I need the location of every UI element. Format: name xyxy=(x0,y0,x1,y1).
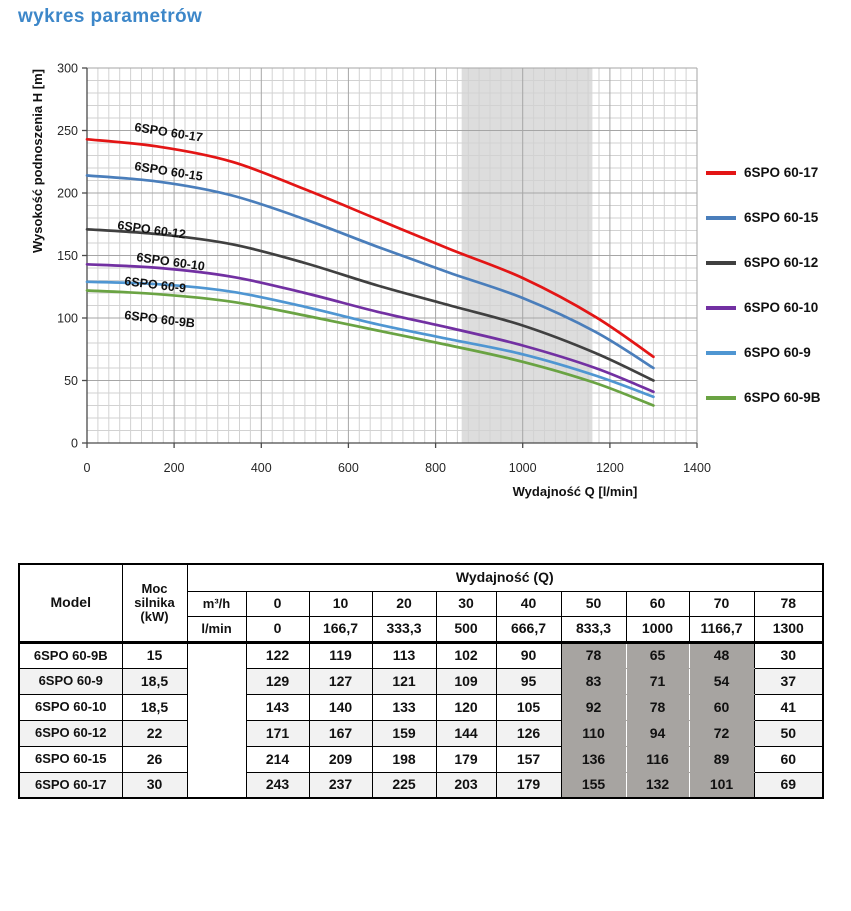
y-tick-label: 0 xyxy=(71,436,78,451)
y-tick-label: 50 xyxy=(64,374,78,388)
flow-lmin-value: 1300 xyxy=(754,616,823,642)
y-tick-label: 100 xyxy=(57,311,78,326)
table-row-6spo-60-12 xyxy=(19,720,823,746)
flow-m3h-value: 50 xyxy=(561,591,626,616)
value-cell: 60 xyxy=(754,746,823,772)
x-tick-label: 200 xyxy=(163,461,185,475)
table-row-6spo-60-9 xyxy=(19,668,823,694)
flow-lmin-value: 0 xyxy=(246,616,309,642)
value-cell: 120 xyxy=(436,694,496,720)
value-cell: 143 xyxy=(246,694,309,720)
x-tick-label: 400 xyxy=(250,461,272,475)
value-cell: 136 xyxy=(561,746,626,772)
legend-item-6spo-60-10 xyxy=(706,285,821,330)
value-cell: 50 xyxy=(754,720,823,746)
value-cell: 198 xyxy=(372,746,436,772)
curve-label-6spo-60-9b: 6SPO 60-9B xyxy=(123,308,196,331)
flow-lmin-value: 500 xyxy=(436,616,496,642)
value-cell: 83 xyxy=(561,668,626,694)
legend-item-6spo-60-17 xyxy=(706,150,821,195)
value-cell: 71 xyxy=(626,668,689,694)
value-cell: 30 xyxy=(754,642,823,668)
legend-label: 6SPO 60-9B xyxy=(744,390,821,405)
legend-line-swatch xyxy=(706,306,736,310)
value-cell: 78 xyxy=(626,694,689,720)
table-row-6spo-60-15 xyxy=(19,746,823,772)
flow-header: Wydajność (Q) xyxy=(187,564,823,591)
value-cell: 171 xyxy=(246,720,309,746)
table-row-6spo-60-9b xyxy=(19,642,823,668)
value-cell: 48 xyxy=(689,642,754,668)
power-header: Moc silnika (kW) xyxy=(122,564,187,642)
parameters-table xyxy=(18,563,824,799)
value-cell: 41 xyxy=(754,694,823,720)
value-cell: 157 xyxy=(496,746,561,772)
legend-label: 6SPO 60-17 xyxy=(744,165,819,180)
table-row-6spo-60-17 xyxy=(19,772,823,798)
flow-m3h-value: 20 xyxy=(372,591,436,616)
value-cell: 122 xyxy=(246,642,309,668)
x-tick-label: 0 xyxy=(83,461,91,475)
power-cell: 22 xyxy=(122,720,187,746)
value-cell: 101 xyxy=(689,772,754,798)
model-cell: 6SPO 60-10 xyxy=(19,694,122,720)
flow-lmin-value: 1000 xyxy=(626,616,689,642)
flow-m3h-value: 78 xyxy=(754,591,823,616)
value-cell: 37 xyxy=(754,668,823,694)
model-cell: 6SPO 60-9 xyxy=(19,668,122,694)
value-cell: 89 xyxy=(689,746,754,772)
legend-item-6spo-60-12 xyxy=(706,240,821,285)
power-cell: 26 xyxy=(122,746,187,772)
value-cell: 54 xyxy=(689,668,754,694)
flow-lmin-value: 333,3 xyxy=(372,616,436,642)
flow-m3h-value: 60 xyxy=(626,591,689,616)
unit-m3h-header: m³/h xyxy=(187,591,246,616)
legend-line-swatch xyxy=(706,216,736,220)
value-cell: 92 xyxy=(561,694,626,720)
unit-lmin-header: l/min xyxy=(187,616,246,642)
value-cell: 94 xyxy=(626,720,689,746)
legend-item-6spo-60-9 xyxy=(706,330,821,375)
legend-item-6spo-60-15 xyxy=(706,195,821,240)
curve-label-6spo-60-10: 6SPO 60-10 xyxy=(135,250,206,274)
value-cell: 110 xyxy=(561,720,626,746)
power-cell: 18,5 xyxy=(122,668,187,694)
value-cell: 116 xyxy=(626,746,689,772)
model-cell: 6SPO 60-12 xyxy=(19,720,122,746)
curve-label-6spo-60-12: 6SPO 60-12 xyxy=(116,218,187,242)
legend-line-swatch xyxy=(706,261,736,265)
value-cell: 90 xyxy=(496,642,561,668)
flow-lmin-value: 166,7 xyxy=(309,616,372,642)
flow-m3h-value: 40 xyxy=(496,591,561,616)
value-cell: 126 xyxy=(496,720,561,746)
curve-label-6spo-60-9: 6SPO 60-9 xyxy=(123,274,187,296)
flow-m3h-value: 70 xyxy=(689,591,754,616)
value-cell: 144 xyxy=(436,720,496,746)
value-cell: 129 xyxy=(246,668,309,694)
y-tick-label: 150 xyxy=(57,249,78,263)
value-cell: 60 xyxy=(689,694,754,720)
power-cell: 15 xyxy=(122,642,187,668)
model-header: Model xyxy=(19,564,122,642)
value-cell: 95 xyxy=(496,668,561,694)
value-cell: 133 xyxy=(372,694,436,720)
value-cell: 179 xyxy=(436,746,496,772)
table-row-6spo-60-10 xyxy=(19,694,823,720)
value-cell: 78 xyxy=(561,642,626,668)
model-cell: 6SPO 60-17 xyxy=(19,772,122,798)
legend-line-swatch xyxy=(706,171,736,175)
page-title: wykres parametrów xyxy=(18,6,203,27)
value-cell: 243 xyxy=(246,772,309,798)
value-cell: 214 xyxy=(246,746,309,772)
value-cell: 209 xyxy=(309,746,372,772)
value-cell: 179 xyxy=(496,772,561,798)
value-cell: 102 xyxy=(436,642,496,668)
legend-label: 6SPO 60-12 xyxy=(744,255,819,270)
model-cell: 6SPO 60-15 xyxy=(19,746,122,772)
legend-line-swatch xyxy=(706,396,736,400)
flow-lmin-value: 666,7 xyxy=(496,616,561,642)
power-cell: 30 xyxy=(122,772,187,798)
value-cell: 72 xyxy=(689,720,754,746)
unit-spacer-cell xyxy=(187,642,246,798)
y-tick-label: 300 xyxy=(57,61,78,76)
power-cell: 18,5 xyxy=(122,694,187,720)
y-tick-label: 200 xyxy=(57,186,78,201)
value-cell: 159 xyxy=(372,720,436,746)
value-cell: 155 xyxy=(561,772,626,798)
legend-label: 6SPO 60-10 xyxy=(744,300,819,315)
value-cell: 140 xyxy=(309,694,372,720)
flow-m3h-value: 30 xyxy=(436,591,496,616)
y-axis-title: Wysokość podnoszenia H [m] xyxy=(30,69,45,253)
x-tick-label: 1200 xyxy=(595,461,624,475)
legend-label: 6SPO 60-15 xyxy=(744,210,819,225)
legend-label: 6SPO 60-9 xyxy=(744,345,811,360)
x-tick-label: 1000 xyxy=(508,461,537,475)
x-axis-title: Wydajność Q [l/min] xyxy=(512,484,638,499)
y-tick-label: 250 xyxy=(57,124,78,138)
value-cell: 203 xyxy=(436,772,496,798)
value-cell: 225 xyxy=(372,772,436,798)
chart-legend xyxy=(706,150,821,420)
value-cell: 105 xyxy=(496,694,561,720)
x-tick-label: 600 xyxy=(337,461,359,475)
flow-lmin-value: 833,3 xyxy=(561,616,626,642)
x-tick-label: 800 xyxy=(425,461,447,475)
curve-label-6spo-60-17: 6SPO 60-17 xyxy=(133,120,204,145)
value-cell: 69 xyxy=(754,772,823,798)
x-tick-label: 1400 xyxy=(683,461,711,475)
value-cell: 121 xyxy=(372,668,436,694)
model-cell: 6SPO 60-9B xyxy=(19,642,122,668)
value-cell: 109 xyxy=(436,668,496,694)
value-cell: 127 xyxy=(309,668,372,694)
value-cell: 113 xyxy=(372,642,436,668)
flow-m3h-value: 10 xyxy=(309,591,372,616)
flow-m3h-value: 0 xyxy=(246,591,309,616)
value-cell: 132 xyxy=(626,772,689,798)
curve-label-6spo-60-15: 6SPO 60-15 xyxy=(133,159,204,184)
value-cell: 119 xyxy=(309,642,372,668)
value-cell: 65 xyxy=(626,642,689,668)
value-cell: 237 xyxy=(309,772,372,798)
legend-line-swatch xyxy=(706,351,736,355)
value-cell: 167 xyxy=(309,720,372,746)
legend-item-6spo-60-9b xyxy=(706,375,821,420)
flow-lmin-value: 1166,7 xyxy=(689,616,754,642)
